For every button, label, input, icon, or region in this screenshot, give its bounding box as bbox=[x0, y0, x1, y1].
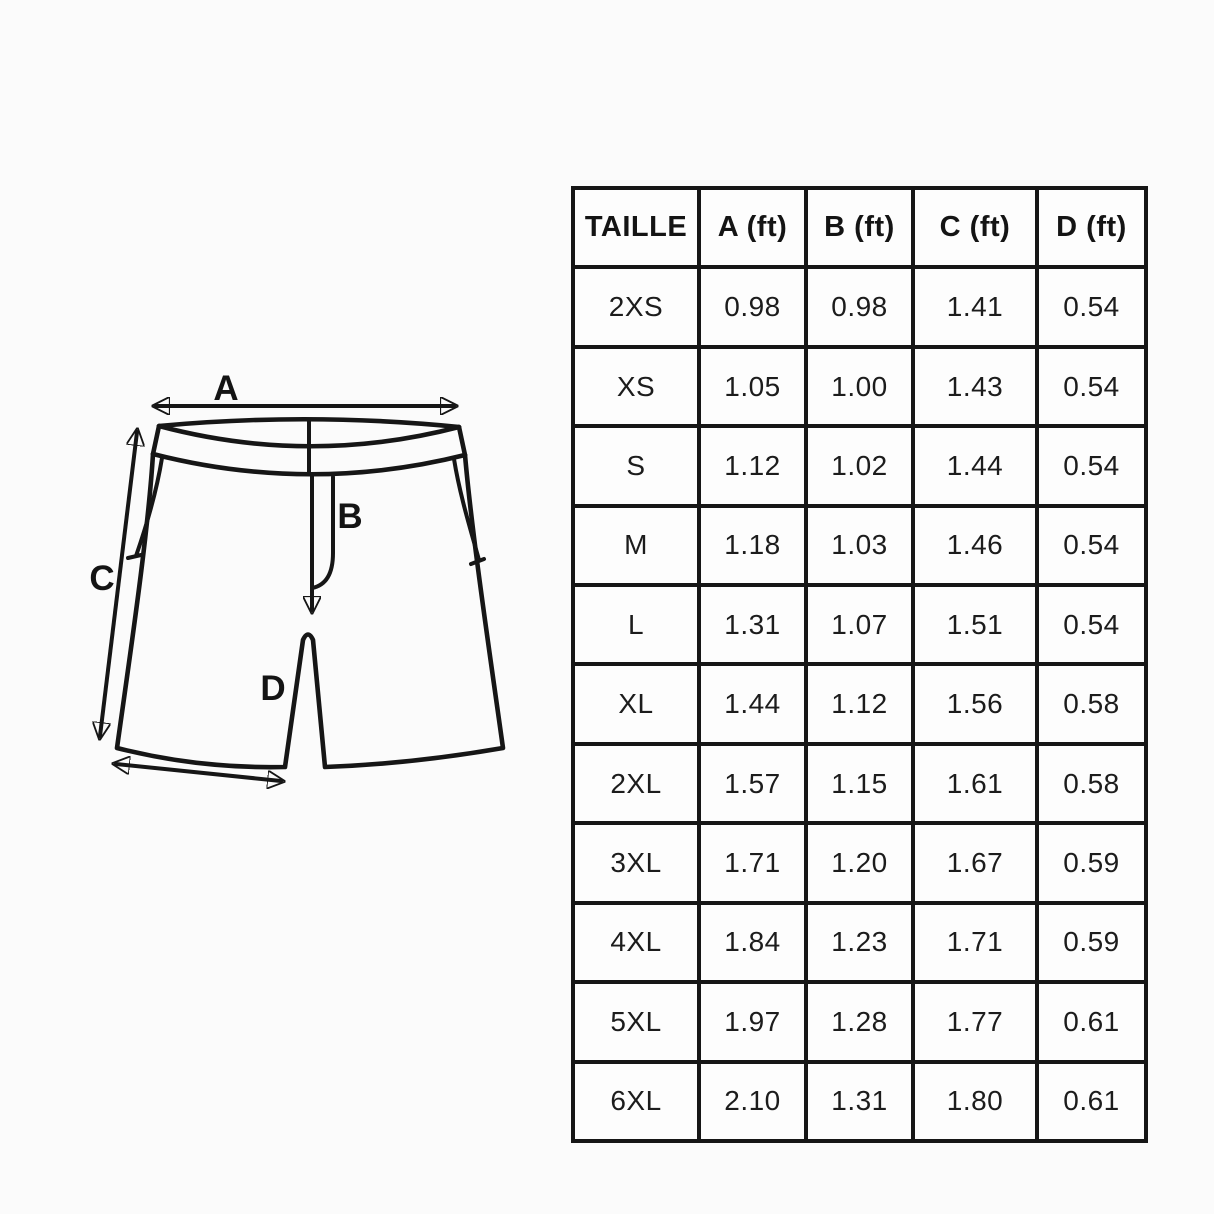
value-cell: 1.77 bbox=[915, 984, 1035, 1059]
measure-label-d: D bbox=[260, 669, 286, 708]
value-cell: 1.31 bbox=[808, 1064, 911, 1139]
header-cell: A (ft) bbox=[701, 190, 804, 265]
value-cell: 0.58 bbox=[1039, 666, 1144, 741]
shorts-diagram bbox=[60, 360, 580, 830]
value-cell: 0.54 bbox=[1039, 349, 1144, 424]
size-table bbox=[571, 186, 1148, 1143]
value-cell: 1.28 bbox=[808, 984, 911, 1059]
value-cell: 1.44 bbox=[915, 428, 1035, 503]
value-cell: 0.54 bbox=[1039, 428, 1144, 503]
header-cell: D (ft) bbox=[1039, 190, 1144, 265]
value-cell: 1.07 bbox=[808, 587, 911, 662]
value-cell: 0.61 bbox=[1039, 984, 1144, 1059]
size-cell: L bbox=[575, 587, 697, 662]
value-cell: 1.12 bbox=[808, 666, 911, 741]
value-cell: 1.71 bbox=[701, 825, 804, 900]
value-cell: 1.44 bbox=[701, 666, 804, 741]
value-cell: 1.71 bbox=[915, 905, 1035, 980]
value-cell: 1.18 bbox=[701, 508, 804, 583]
size-cell: S bbox=[575, 428, 697, 503]
value-cell: 1.05 bbox=[701, 349, 804, 424]
value-cell: 2.10 bbox=[701, 1064, 804, 1139]
value-cell: 1.23 bbox=[808, 905, 911, 980]
size-cell: 5XL bbox=[575, 984, 697, 1059]
size-cell: 3XL bbox=[575, 825, 697, 900]
value-cell: 0.98 bbox=[808, 269, 911, 344]
value-cell: 0.59 bbox=[1039, 825, 1144, 900]
value-cell: 0.54 bbox=[1039, 587, 1144, 662]
fly-stitch bbox=[312, 477, 333, 588]
value-cell: 1.31 bbox=[701, 587, 804, 662]
value-cell: 1.02 bbox=[808, 428, 911, 503]
measure-label-a: A bbox=[213, 369, 239, 408]
value-cell: 0.54 bbox=[1039, 508, 1144, 583]
size-cell: 2XL bbox=[575, 746, 697, 821]
value-cell: 0.59 bbox=[1039, 905, 1144, 980]
value-cell: 1.41 bbox=[915, 269, 1035, 344]
value-cell: 1.57 bbox=[701, 746, 804, 821]
size-cell: XL bbox=[575, 666, 697, 741]
value-cell: 1.46 bbox=[915, 508, 1035, 583]
header-cell: C (ft) bbox=[915, 190, 1035, 265]
value-cell: 1.03 bbox=[808, 508, 911, 583]
value-cell: 1.84 bbox=[701, 905, 804, 980]
value-cell: 1.43 bbox=[915, 349, 1035, 424]
size-cell: M bbox=[575, 508, 697, 583]
value-cell: 0.58 bbox=[1039, 746, 1144, 821]
value-cell: 0.98 bbox=[701, 269, 804, 344]
value-cell: 0.61 bbox=[1039, 1064, 1144, 1139]
measure-label-c: C bbox=[89, 559, 115, 598]
size-cell: 6XL bbox=[575, 1064, 697, 1139]
value-cell: 1.15 bbox=[808, 746, 911, 821]
value-cell: 1.51 bbox=[915, 587, 1035, 662]
size-cell: XS bbox=[575, 349, 697, 424]
value-cell: 1.56 bbox=[915, 666, 1035, 741]
measure-label-b: B bbox=[337, 497, 363, 536]
value-cell: 1.61 bbox=[915, 746, 1035, 821]
waistband-right-edge bbox=[459, 427, 465, 455]
value-cell: 0.54 bbox=[1039, 269, 1144, 344]
pocket-left-tick bbox=[128, 555, 141, 558]
header-cell: TAILLE bbox=[575, 190, 697, 265]
waistband-left-edge bbox=[153, 426, 159, 454]
size-cell: 4XL bbox=[575, 905, 697, 980]
value-cell: 1.97 bbox=[701, 984, 804, 1059]
size-cell: 2XS bbox=[575, 269, 697, 344]
pocket-right-tick bbox=[471, 559, 484, 564]
value-cell: 1.80 bbox=[915, 1064, 1035, 1139]
value-cell: 1.00 bbox=[808, 349, 911, 424]
value-cell: 1.67 bbox=[915, 825, 1035, 900]
value-cell: 1.12 bbox=[701, 428, 804, 503]
value-cell: 1.20 bbox=[808, 825, 911, 900]
header-cell: B (ft) bbox=[808, 190, 911, 265]
